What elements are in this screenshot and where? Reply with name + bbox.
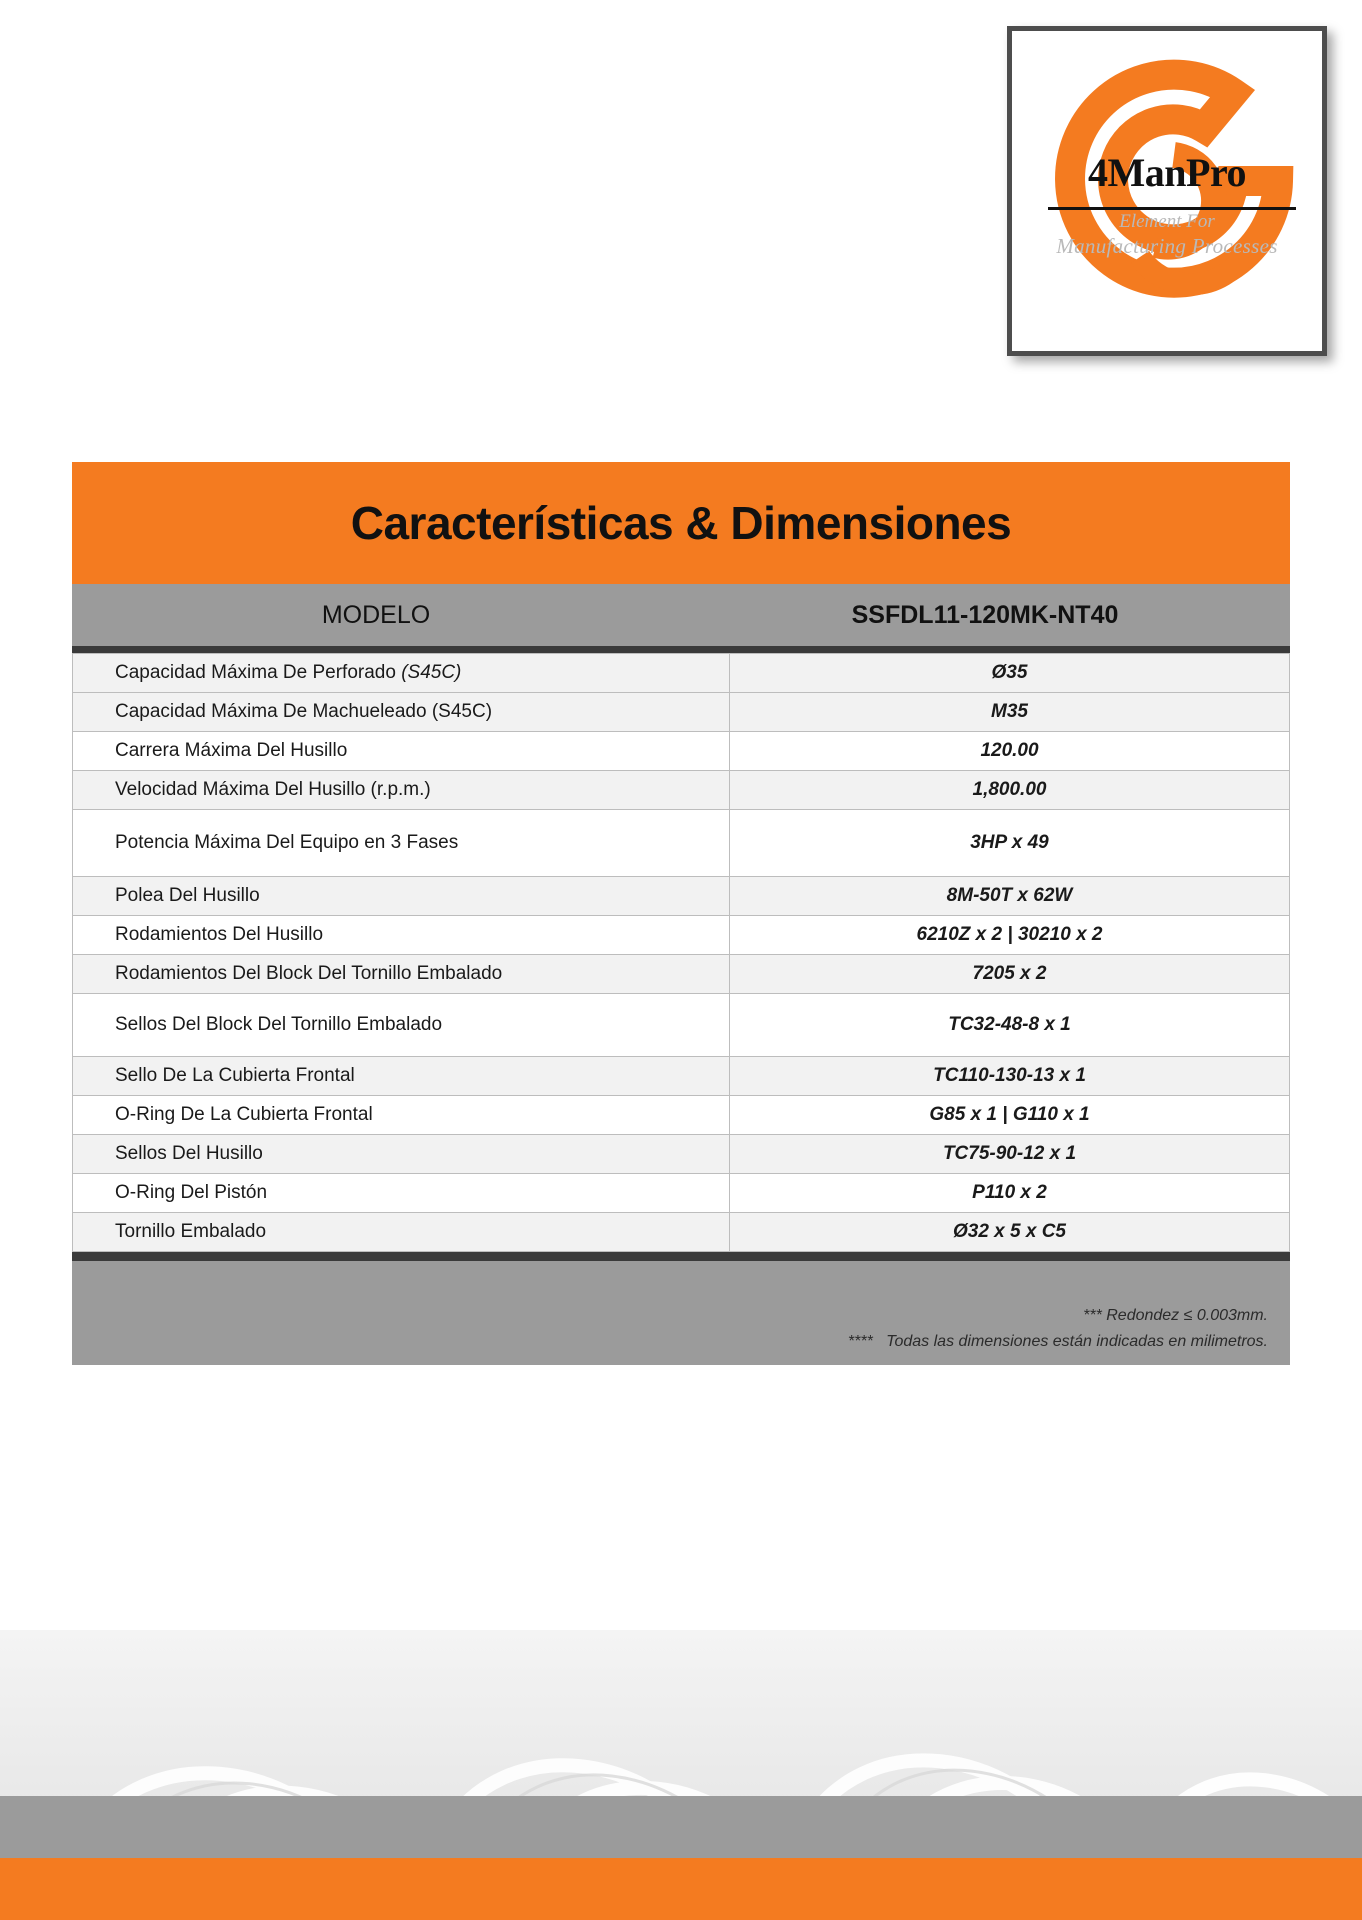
page-title: Características & Dimensiones bbox=[350, 497, 1012, 549]
decorative-footer-band bbox=[0, 1630, 1362, 1920]
row-label: Capacidad Máxima De Perforado (S45C) bbox=[73, 654, 730, 693]
table-row bbox=[73, 693, 1290, 732]
row-label: Rodamientos Del Husillo bbox=[73, 916, 730, 955]
table-row bbox=[73, 654, 1290, 693]
company-logo bbox=[1007, 26, 1327, 356]
logo-tagline bbox=[1012, 211, 1322, 259]
band-orange-stripe bbox=[0, 1858, 1362, 1920]
row-label: Tornillo Embalado bbox=[73, 1213, 730, 1252]
table-row bbox=[73, 994, 1290, 1057]
table-row bbox=[73, 877, 1290, 916]
logo-tagline-line1: Element For bbox=[1119, 211, 1215, 232]
row-label: Sellos Del Block Del Tornillo Embalado bbox=[73, 994, 730, 1057]
row-label: Carrera Máxima Del Husillo bbox=[73, 732, 730, 771]
row-value: 1,800.00 bbox=[730, 771, 1290, 810]
row-label: Sellos Del Husillo bbox=[73, 1135, 730, 1174]
table-row bbox=[73, 732, 1290, 771]
row-value: 120.00 bbox=[730, 732, 1290, 771]
footer-note-1: *** Redondez ≤ 0.003mm. bbox=[1083, 1307, 1268, 1324]
logo-brand-text: 4ManPro bbox=[1088, 150, 1246, 195]
logo-inner bbox=[1012, 31, 1322, 351]
specifications-table bbox=[72, 653, 1290, 1252]
row-label: Rodamientos Del Block Del Tornillo Embalado bbox=[73, 955, 730, 994]
table-row bbox=[73, 1057, 1290, 1096]
logo-tagline-line2: Manufacturing Processes bbox=[1056, 233, 1278, 258]
row-value: Ø35 bbox=[730, 654, 1290, 693]
table-row bbox=[73, 1135, 1290, 1174]
row-value: G85 x 1 | G110 x 1 bbox=[730, 1096, 1290, 1135]
table-row bbox=[73, 810, 1290, 877]
row-value: TC32-48-8 x 1 bbox=[730, 994, 1290, 1057]
table-row bbox=[73, 1213, 1290, 1252]
row-label: Potencia Máxima Del Equipo en 3 Fases bbox=[73, 810, 730, 877]
row-value: TC75-90-12 x 1 bbox=[730, 1135, 1290, 1174]
row-value: Ø32 x 5 x C5 bbox=[730, 1213, 1290, 1252]
table-row bbox=[73, 916, 1290, 955]
specifications-table-body bbox=[73, 654, 1290, 1252]
table-row bbox=[73, 771, 1290, 810]
row-value: 7205 x 2 bbox=[730, 955, 1290, 994]
table-row bbox=[73, 1174, 1290, 1213]
band-gray-stripe bbox=[0, 1796, 1362, 1858]
footer-note-2: **** Todas las dimensiones están indicadas en milimetros. bbox=[847, 1333, 1268, 1350]
footer-notes bbox=[72, 1261, 1290, 1365]
row-label: O-Ring De La Cubierta Frontal bbox=[73, 1096, 730, 1135]
model-header-row bbox=[72, 584, 1290, 653]
logo-divider bbox=[1048, 207, 1296, 210]
row-label: O-Ring Del Pistón bbox=[73, 1174, 730, 1213]
row-value: 8M-50T x 62W bbox=[730, 877, 1290, 916]
card-title-bar bbox=[72, 462, 1290, 584]
row-value: M35 bbox=[730, 693, 1290, 732]
table-bottom-rule bbox=[72, 1252, 1290, 1261]
row-label: Velocidad Máxima Del Husillo (r.p.m.) bbox=[73, 771, 730, 810]
row-label: Polea Del Husillo bbox=[73, 877, 730, 916]
row-label: Capacidad Máxima De Machueleado (S45C) bbox=[73, 693, 730, 732]
model-label: MODELO bbox=[321, 600, 431, 629]
model-value: SSFDL11-120MK-NT40 bbox=[851, 600, 1119, 629]
row-value: 6210Z x 2 | 30210 x 2 bbox=[730, 916, 1290, 955]
table-row bbox=[73, 1096, 1290, 1135]
row-value: TC110-130-13 x 1 bbox=[730, 1057, 1290, 1096]
row-value: 3HP x 49 bbox=[730, 810, 1290, 877]
row-label: Sello De La Cubierta Frontal bbox=[73, 1057, 730, 1096]
table-row bbox=[73, 955, 1290, 994]
row-value: P110 x 2 bbox=[730, 1174, 1290, 1213]
specifications-card bbox=[72, 462, 1290, 1365]
